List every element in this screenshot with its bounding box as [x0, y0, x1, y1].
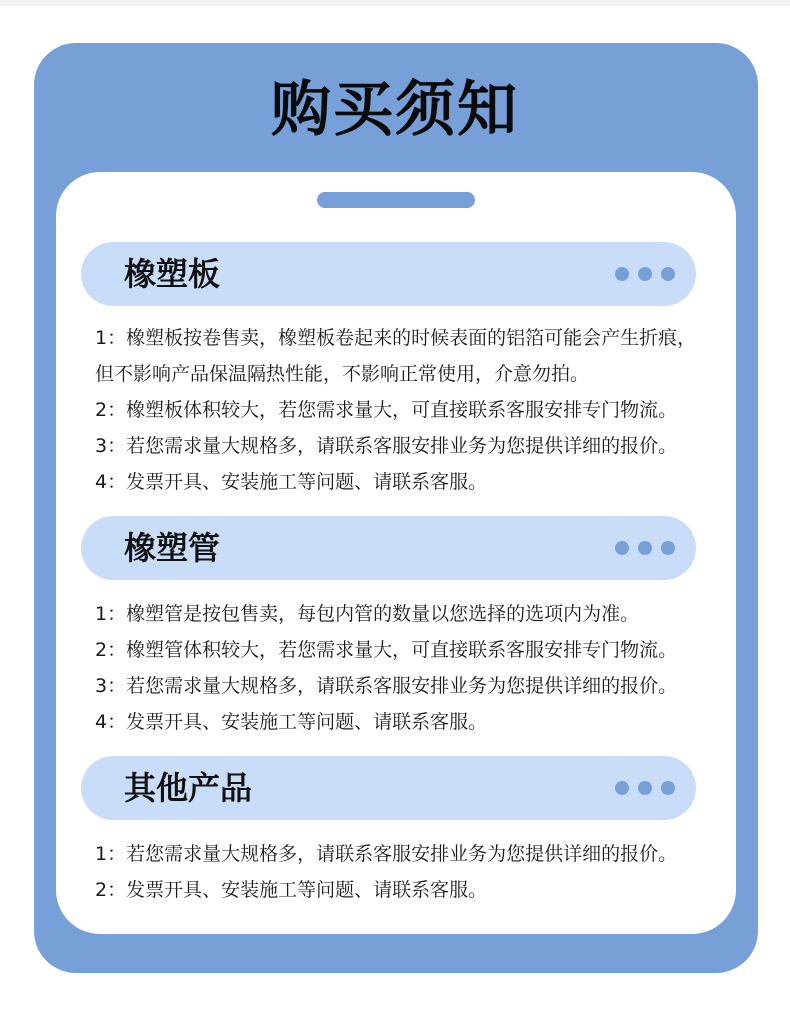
ellipsis-dots-icon: [615, 781, 675, 795]
list-item: 3：若您需求量大规格多，请联系客服安排业务为您提供详细的报价。: [95, 675, 678, 697]
card-handle-bar: [317, 192, 475, 208]
list-item: 1：橡塑管是按包售卖，每包内管的数量以您选择的选项内为准。: [95, 603, 640, 625]
section-list-other-products: [95, 836, 705, 908]
list-item: 2：橡塑板体积较大，若您需求量大，可直接联系客服安排专门物流。: [95, 399, 678, 421]
section-title: 其他产品: [124, 769, 253, 807]
section-title: 橡塑板: [124, 255, 221, 293]
section-header-rubber-foam-board: [81, 242, 696, 306]
section-title: 橡塑管: [124, 529, 221, 567]
list-item: 4：发票开具、安装施工等问题、请联系客服。: [95, 711, 488, 733]
ellipsis-dots-icon: [615, 541, 675, 555]
ellipsis-dots-icon: [615, 267, 675, 281]
section-list-rubber-foam-board: [95, 320, 705, 500]
section-list-rubber-foam-tube: [95, 596, 705, 740]
list-item: 4：发票开具、安装施工等问题、请联系客服。: [95, 471, 488, 493]
section-header-other-products: [81, 756, 696, 820]
list-item: 1：橡塑板按卷售卖，橡塑板卷起来的时候表面的铝箔可能会产生折痕，但不影响产品保温隔热性能，不影响正常使用，介意勿拍。: [95, 327, 697, 385]
section-header-rubber-foam-tube: [81, 516, 696, 580]
list-item: 1：若您需求量大规格多，请联系客服安排业务为您提供详细的报价。: [95, 843, 678, 865]
list-item: 3：若您需求量大规格多，请联系客服安排业务为您提供详细的报价。: [95, 435, 678, 457]
list-item: 2：橡塑管体积较大，若您需求量大，可直接联系客服安排专门物流。: [95, 639, 678, 661]
list-item: 2：发票开具、安装施工等问题、请联系客服。: [95, 879, 488, 901]
top-divider-strip: [0, 0, 790, 6]
page-title: 购买须知: [271, 75, 519, 145]
